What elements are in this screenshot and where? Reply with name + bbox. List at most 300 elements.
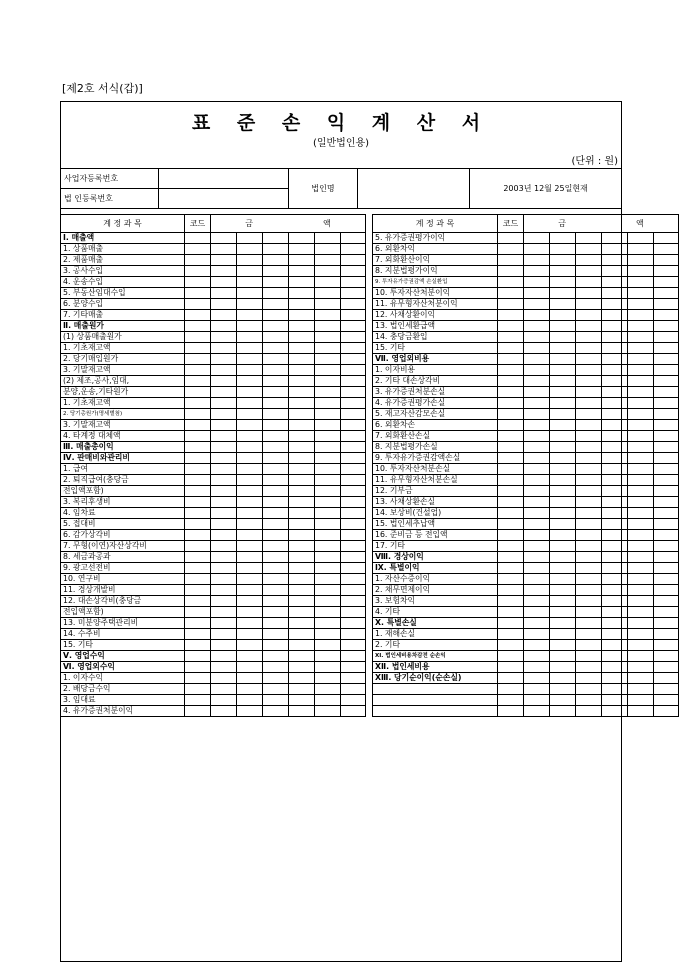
left-amount-cell[interactable] [341, 431, 366, 442]
right-amount-cell[interactable] [550, 618, 576, 629]
right-amount-cell[interactable] [628, 354, 654, 365]
left-amount-cell[interactable] [341, 343, 366, 354]
left-amount-cell[interactable] [289, 398, 315, 409]
right-code-cell[interactable] [498, 376, 524, 387]
left-amount-cell[interactable] [315, 530, 341, 541]
left-amount-cell[interactable] [263, 376, 289, 387]
right-amount-cell[interactable] [576, 442, 602, 453]
right-amount-cell[interactable] [576, 607, 602, 618]
left-amount-cell[interactable] [263, 662, 289, 673]
left-amount-cell[interactable] [289, 277, 315, 288]
right-amount-cell[interactable] [524, 387, 550, 398]
left-amount-cell[interactable] [211, 563, 237, 574]
left-amount-cell[interactable] [237, 706, 263, 717]
right-amount-cell[interactable] [654, 585, 679, 596]
right-amount-cell[interactable] [654, 618, 679, 629]
right-amount-cell[interactable] [524, 508, 550, 519]
left-amount-cell[interactable] [237, 365, 263, 376]
left-amount-cell[interactable] [341, 321, 366, 332]
left-amount-cell[interactable] [289, 365, 315, 376]
left-amount-cell[interactable] [289, 651, 315, 662]
left-amount-cell[interactable] [263, 431, 289, 442]
right-code-cell[interactable] [498, 519, 524, 530]
right-amount-cell[interactable] [628, 486, 654, 497]
right-amount-cell[interactable] [654, 662, 679, 673]
left-amount-cell[interactable] [237, 453, 263, 464]
right-amount-cell[interactable] [550, 321, 576, 332]
left-amount-cell[interactable] [263, 475, 289, 486]
left-amount-cell[interactable] [237, 618, 263, 629]
left-amount-cell[interactable] [341, 695, 366, 706]
left-amount-cell[interactable] [211, 233, 237, 244]
right-amount-cell[interactable] [524, 255, 550, 266]
right-amount-cell[interactable] [550, 464, 576, 475]
left-code-cell[interactable] [185, 299, 211, 310]
right-code-cell[interactable] [498, 431, 524, 442]
left-amount-cell[interactable] [211, 706, 237, 717]
left-amount-cell[interactable] [211, 486, 237, 497]
right-amount-cell[interactable] [602, 596, 628, 607]
right-amount-cell[interactable] [628, 585, 654, 596]
right-code-cell[interactable] [498, 651, 524, 662]
right-amount-cell[interactable] [576, 486, 602, 497]
left-amount-cell[interactable] [211, 431, 237, 442]
right-amount-cell[interactable] [550, 607, 576, 618]
right-amount-cell[interactable] [602, 552, 628, 563]
right-amount-cell[interactable] [654, 288, 679, 299]
left-amount-cell[interactable] [237, 376, 263, 387]
right-amount-cell[interactable] [576, 409, 602, 420]
left-amount-cell[interactable] [263, 563, 289, 574]
left-code-cell[interactable] [185, 541, 211, 552]
left-amount-cell[interactable] [315, 266, 341, 277]
right-amount-cell[interactable] [628, 475, 654, 486]
right-amount-cell[interactable] [654, 475, 679, 486]
right-amount-cell[interactable] [602, 299, 628, 310]
left-amount-cell[interactable] [341, 332, 366, 343]
right-amount-cell[interactable] [524, 684, 550, 695]
left-amount-cell[interactable] [237, 640, 263, 651]
left-amount-cell[interactable] [211, 508, 237, 519]
right-amount-cell[interactable] [654, 541, 679, 552]
left-code-cell[interactable] [185, 255, 211, 266]
left-amount-cell[interactable] [315, 288, 341, 299]
right-amount-cell[interactable] [524, 574, 550, 585]
left-amount-cell[interactable] [263, 541, 289, 552]
left-code-cell[interactable] [185, 475, 211, 486]
right-amount-cell[interactable] [550, 497, 576, 508]
left-amount-cell[interactable] [289, 596, 315, 607]
right-amount-cell[interactable] [576, 255, 602, 266]
right-code-cell[interactable] [498, 299, 524, 310]
left-amount-cell[interactable] [289, 706, 315, 717]
right-amount-cell[interactable] [628, 299, 654, 310]
right-amount-cell[interactable] [550, 299, 576, 310]
left-amount-cell[interactable] [263, 387, 289, 398]
left-amount-cell[interactable] [315, 475, 341, 486]
left-amount-cell[interactable] [315, 585, 341, 596]
right-code-cell[interactable] [498, 695, 524, 706]
right-amount-cell[interactable] [576, 684, 602, 695]
left-amount-cell[interactable] [289, 409, 315, 420]
left-amount-cell[interactable] [289, 321, 315, 332]
right-amount-cell[interactable] [524, 497, 550, 508]
left-amount-cell[interactable] [237, 266, 263, 277]
right-amount-cell[interactable] [576, 519, 602, 530]
right-amount-cell[interactable] [550, 332, 576, 343]
right-amount-cell[interactable] [602, 607, 628, 618]
right-amount-cell[interactable] [550, 541, 576, 552]
left-amount-cell[interactable] [237, 475, 263, 486]
right-amount-cell[interactable] [654, 376, 679, 387]
right-amount-cell[interactable] [576, 464, 602, 475]
left-amount-cell[interactable] [211, 310, 237, 321]
left-amount-cell[interactable] [341, 475, 366, 486]
right-amount-cell[interactable] [654, 497, 679, 508]
left-code-cell[interactable] [185, 233, 211, 244]
left-code-cell[interactable] [185, 387, 211, 398]
left-amount-cell[interactable] [211, 288, 237, 299]
right-amount-cell[interactable] [654, 255, 679, 266]
left-amount-cell[interactable] [315, 310, 341, 321]
right-amount-cell[interactable] [576, 585, 602, 596]
left-amount-cell[interactable] [315, 519, 341, 530]
right-amount-cell[interactable] [524, 629, 550, 640]
left-amount-cell[interactable] [341, 651, 366, 662]
right-amount-cell[interactable] [602, 673, 628, 684]
left-code-cell[interactable] [185, 310, 211, 321]
left-amount-cell[interactable] [315, 497, 341, 508]
left-code-cell[interactable] [185, 321, 211, 332]
right-amount-cell[interactable] [602, 398, 628, 409]
left-amount-cell[interactable] [341, 420, 366, 431]
left-amount-cell[interactable] [263, 453, 289, 464]
left-amount-cell[interactable] [341, 288, 366, 299]
right-amount-cell[interactable] [654, 574, 679, 585]
left-amount-cell[interactable] [263, 310, 289, 321]
right-amount-cell[interactable] [654, 486, 679, 497]
right-amount-cell[interactable] [602, 365, 628, 376]
left-code-cell[interactable] [185, 508, 211, 519]
right-amount-cell[interactable] [550, 486, 576, 497]
right-amount-cell[interactable] [628, 706, 654, 717]
left-amount-cell[interactable] [211, 365, 237, 376]
left-amount-cell[interactable] [263, 618, 289, 629]
left-amount-cell[interactable] [263, 574, 289, 585]
corp-reg-field[interactable] [158, 189, 288, 209]
left-code-cell[interactable] [185, 398, 211, 409]
right-code-cell[interactable] [498, 684, 524, 695]
left-amount-cell[interactable] [341, 607, 366, 618]
left-amount-cell[interactable] [211, 266, 237, 277]
right-amount-cell[interactable] [628, 530, 654, 541]
right-code-cell[interactable] [498, 233, 524, 244]
left-amount-cell[interactable] [237, 629, 263, 640]
right-amount-cell[interactable] [576, 541, 602, 552]
left-amount-cell[interactable] [289, 387, 315, 398]
left-code-cell[interactable] [185, 244, 211, 255]
right-amount-cell[interactable] [524, 453, 550, 464]
left-amount-cell[interactable] [263, 365, 289, 376]
right-amount-cell[interactable] [576, 299, 602, 310]
left-code-cell[interactable] [185, 563, 211, 574]
left-amount-cell[interactable] [289, 233, 315, 244]
right-amount-cell[interactable] [576, 310, 602, 321]
left-amount-cell[interactable] [263, 673, 289, 684]
right-amount-cell[interactable] [524, 651, 550, 662]
right-amount-cell[interactable] [576, 266, 602, 277]
right-code-cell[interactable] [498, 288, 524, 299]
left-amount-cell[interactable] [289, 442, 315, 453]
right-amount-cell[interactable] [524, 266, 550, 277]
left-amount-cell[interactable] [263, 585, 289, 596]
right-code-cell[interactable] [498, 618, 524, 629]
right-amount-cell[interactable] [654, 387, 679, 398]
left-amount-cell[interactable] [315, 629, 341, 640]
left-amount-cell[interactable] [263, 629, 289, 640]
right-amount-cell[interactable] [602, 695, 628, 706]
left-code-cell[interactable] [185, 651, 211, 662]
left-amount-cell[interactable] [237, 255, 263, 266]
left-code-cell[interactable] [185, 365, 211, 376]
right-amount-cell[interactable] [524, 519, 550, 530]
right-code-cell[interactable] [498, 255, 524, 266]
right-amount-cell[interactable] [654, 651, 679, 662]
left-amount-cell[interactable] [263, 508, 289, 519]
right-amount-cell[interactable] [628, 255, 654, 266]
left-amount-cell[interactable] [263, 277, 289, 288]
left-amount-cell[interactable] [315, 684, 341, 695]
left-amount-cell[interactable] [289, 244, 315, 255]
right-amount-cell[interactable] [524, 431, 550, 442]
left-code-cell[interactable] [185, 574, 211, 585]
left-amount-cell[interactable] [211, 332, 237, 343]
right-amount-cell[interactable] [576, 244, 602, 255]
left-amount-cell[interactable] [237, 299, 263, 310]
left-amount-cell[interactable] [289, 288, 315, 299]
right-amount-cell[interactable] [550, 244, 576, 255]
left-amount-cell[interactable] [341, 409, 366, 420]
right-amount-cell[interactable] [602, 277, 628, 288]
left-amount-cell[interactable] [263, 343, 289, 354]
left-code-cell[interactable] [185, 640, 211, 651]
left-amount-cell[interactable] [263, 640, 289, 651]
left-amount-cell[interactable] [263, 695, 289, 706]
left-amount-cell[interactable] [211, 552, 237, 563]
right-code-cell[interactable] [498, 508, 524, 519]
right-code-cell[interactable] [498, 640, 524, 651]
left-amount-cell[interactable] [315, 662, 341, 673]
left-amount-cell[interactable] [341, 453, 366, 464]
right-amount-cell[interactable] [654, 607, 679, 618]
right-amount-cell[interactable] [628, 420, 654, 431]
right-code-cell[interactable] [498, 662, 524, 673]
right-amount-cell[interactable] [524, 233, 550, 244]
left-amount-cell[interactable] [211, 354, 237, 365]
left-amount-cell[interactable] [211, 398, 237, 409]
left-code-cell[interactable] [185, 376, 211, 387]
left-amount-cell[interactable] [341, 354, 366, 365]
right-amount-cell[interactable] [576, 277, 602, 288]
right-amount-cell[interactable] [628, 695, 654, 706]
right-amount-cell[interactable] [654, 354, 679, 365]
right-amount-cell[interactable] [628, 266, 654, 277]
left-amount-cell[interactable] [211, 519, 237, 530]
left-amount-cell[interactable] [211, 607, 237, 618]
left-amount-cell[interactable] [289, 486, 315, 497]
left-amount-cell[interactable] [263, 519, 289, 530]
right-amount-cell[interactable] [524, 706, 550, 717]
left-amount-cell[interactable] [263, 299, 289, 310]
left-amount-cell[interactable] [211, 321, 237, 332]
right-amount-cell[interactable] [654, 398, 679, 409]
left-code-cell[interactable] [185, 585, 211, 596]
right-amount-cell[interactable] [628, 310, 654, 321]
right-amount-cell[interactable] [654, 321, 679, 332]
left-amount-cell[interactable] [341, 541, 366, 552]
left-amount-cell[interactable] [263, 530, 289, 541]
left-amount-cell[interactable] [211, 585, 237, 596]
right-amount-cell[interactable] [550, 277, 576, 288]
right-amount-cell[interactable] [628, 453, 654, 464]
left-amount-cell[interactable] [237, 486, 263, 497]
left-amount-cell[interactable] [315, 387, 341, 398]
right-amount-cell[interactable] [576, 453, 602, 464]
right-code-cell[interactable] [498, 442, 524, 453]
left-amount-cell[interactable] [289, 497, 315, 508]
left-amount-cell[interactable] [211, 618, 237, 629]
right-amount-cell[interactable] [628, 431, 654, 442]
right-amount-cell[interactable] [602, 387, 628, 398]
right-amount-cell[interactable] [524, 321, 550, 332]
left-amount-cell[interactable] [289, 552, 315, 563]
right-amount-cell[interactable] [628, 684, 654, 695]
right-amount-cell[interactable] [654, 673, 679, 684]
left-amount-cell[interactable] [315, 618, 341, 629]
left-code-cell[interactable] [185, 552, 211, 563]
left-amount-cell[interactable] [211, 651, 237, 662]
right-amount-cell[interactable] [550, 255, 576, 266]
right-amount-cell[interactable] [654, 431, 679, 442]
right-amount-cell[interactable] [654, 706, 679, 717]
right-code-cell[interactable] [498, 277, 524, 288]
right-amount-cell[interactable] [654, 233, 679, 244]
right-amount-cell[interactable] [654, 299, 679, 310]
left-amount-cell[interactable] [315, 365, 341, 376]
left-amount-cell[interactable] [289, 453, 315, 464]
right-amount-cell[interactable] [576, 343, 602, 354]
left-amount-cell[interactable] [211, 640, 237, 651]
left-amount-cell[interactable] [315, 398, 341, 409]
right-amount-cell[interactable] [576, 288, 602, 299]
left-amount-cell[interactable] [289, 266, 315, 277]
right-amount-cell[interactable] [550, 629, 576, 640]
left-amount-cell[interactable] [315, 299, 341, 310]
right-amount-cell[interactable] [576, 420, 602, 431]
right-amount-cell[interactable] [654, 244, 679, 255]
right-amount-cell[interactable] [576, 233, 602, 244]
right-amount-cell[interactable] [524, 310, 550, 321]
right-amount-cell[interactable] [550, 530, 576, 541]
right-amount-cell[interactable] [602, 662, 628, 673]
left-amount-cell[interactable] [263, 244, 289, 255]
left-amount-cell[interactable] [237, 343, 263, 354]
right-amount-cell[interactable] [524, 596, 550, 607]
right-amount-cell[interactable] [654, 277, 679, 288]
right-amount-cell[interactable] [602, 519, 628, 530]
left-amount-cell[interactable] [211, 684, 237, 695]
left-amount-cell[interactable] [289, 541, 315, 552]
right-amount-cell[interactable] [628, 376, 654, 387]
right-code-cell[interactable] [498, 673, 524, 684]
left-amount-cell[interactable] [315, 277, 341, 288]
left-amount-cell[interactable] [289, 508, 315, 519]
left-code-cell[interactable] [185, 607, 211, 618]
left-amount-cell[interactable] [237, 596, 263, 607]
left-code-cell[interactable] [185, 266, 211, 277]
left-amount-cell[interactable] [289, 574, 315, 585]
right-amount-cell[interactable] [576, 596, 602, 607]
left-code-cell[interactable] [185, 453, 211, 464]
right-amount-cell[interactable] [602, 574, 628, 585]
left-amount-cell[interactable] [341, 706, 366, 717]
left-code-cell[interactable] [185, 684, 211, 695]
left-amount-cell[interactable] [341, 640, 366, 651]
left-amount-cell[interactable] [289, 684, 315, 695]
left-amount-cell[interactable] [237, 321, 263, 332]
left-amount-cell[interactable] [315, 640, 341, 651]
right-amount-cell[interactable] [602, 486, 628, 497]
right-amount-cell[interactable] [654, 596, 679, 607]
right-amount-cell[interactable] [628, 607, 654, 618]
left-amount-cell[interactable] [237, 233, 263, 244]
left-amount-cell[interactable] [263, 266, 289, 277]
right-amount-cell[interactable] [524, 464, 550, 475]
left-amount-cell[interactable] [211, 695, 237, 706]
right-amount-cell[interactable] [602, 288, 628, 299]
left-amount-cell[interactable] [237, 497, 263, 508]
left-amount-cell[interactable] [289, 662, 315, 673]
right-amount-cell[interactable] [628, 618, 654, 629]
right-amount-cell[interactable] [524, 552, 550, 563]
left-amount-cell[interactable] [315, 453, 341, 464]
left-amount-cell[interactable] [341, 299, 366, 310]
right-amount-cell[interactable] [628, 464, 654, 475]
right-amount-cell[interactable] [628, 244, 654, 255]
left-amount-cell[interactable] [289, 354, 315, 365]
left-amount-cell[interactable] [341, 266, 366, 277]
right-amount-cell[interactable] [628, 288, 654, 299]
left-amount-cell[interactable] [289, 420, 315, 431]
left-amount-cell[interactable] [341, 618, 366, 629]
left-amount-cell[interactable] [211, 343, 237, 354]
right-amount-cell[interactable] [654, 464, 679, 475]
left-amount-cell[interactable] [315, 409, 341, 420]
left-amount-cell[interactable] [211, 574, 237, 585]
left-amount-cell[interactable] [289, 585, 315, 596]
right-amount-cell[interactable] [550, 453, 576, 464]
left-amount-cell[interactable] [315, 695, 341, 706]
right-amount-cell[interactable] [628, 596, 654, 607]
left-code-cell[interactable] [185, 706, 211, 717]
right-amount-cell[interactable] [602, 321, 628, 332]
left-amount-cell[interactable] [211, 299, 237, 310]
left-amount-cell[interactable] [211, 629, 237, 640]
right-amount-cell[interactable] [524, 398, 550, 409]
left-amount-cell[interactable] [341, 662, 366, 673]
right-amount-cell[interactable] [524, 530, 550, 541]
left-amount-cell[interactable] [211, 541, 237, 552]
